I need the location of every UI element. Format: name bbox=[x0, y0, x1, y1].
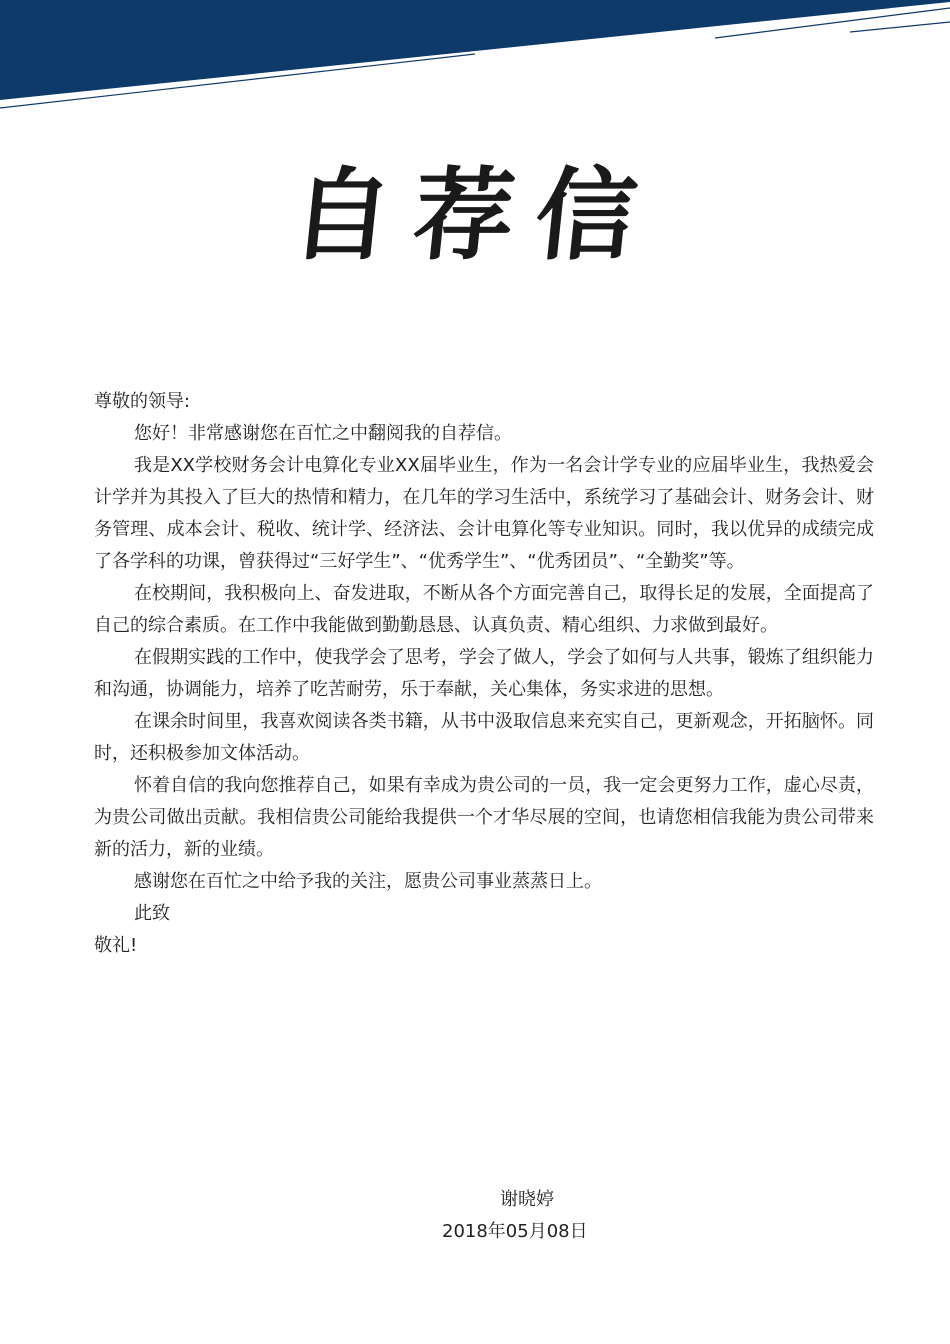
signer-name: 谢晓婷 bbox=[500, 1189, 554, 1210]
signature-block bbox=[0, 1184, 950, 1248]
paragraph-school-life: 在校期间，我积极向上、奋发进取，不断从各个方面完善自己，取得长足的发展，全面提高了自己的综合素质。在工作中我能做到勤勤恳恳、认真负责、精心组织、力求做到最好。 bbox=[94, 583, 874, 636]
paragraph-introduction: 我是XX学校财务会计电算化专业XX届毕业生，作为一名会计学专业的应届毕业生，我热爱会计学并为其投入了巨大的热情和精力，在几年的学习生活中，系统学习了基础会计、财务会计、财务管理、成本会计、税收、统计学、经济法、会计电算化等专业知识。同时，我以优异的成绩完成了各学科的功课，曾获得过“三好学生”、“优秀学生”、“优秀团员”、“全勤奖”等。 bbox=[94, 455, 874, 572]
paragraph-spare-time: 在课余时间里，我喜欢阅读各类书籍，从书中汲取信息来充实自己，更新观念，开拓脑怀。同时，还积极参加文体活动。 bbox=[94, 711, 874, 764]
letter-date: 2018年05月08日 bbox=[442, 1221, 588, 1242]
paragraph-recommendation: 怀着自信的我向您推荐自己，如果有幸成为贵公司的一员，我一定会更努力工作，虚心尽责，为贵公司做出贡献。我相信贵公司能给我提供一个才华尽展的空间，也请您相信我能为贵公司带来新的活力，新的业绩。 bbox=[94, 775, 874, 860]
banner-shape bbox=[0, 0, 950, 100]
paragraph-practice: 在假期实践的工作中，使我学会了思考，学会了做人，学会了如何与人共事，锻炼了组织能力和沟通，协调能力，培养了吃苦耐劳，乐于奉献，关心集体，务实求进的思想。 bbox=[94, 647, 874, 700]
header-banner bbox=[0, 0, 950, 120]
letter-body bbox=[94, 386, 874, 962]
paragraph-greeting: 您好！非常感谢您在百忙之中翻阅我的自荐信。 bbox=[134, 423, 512, 444]
closing-greeting: 此致 bbox=[134, 903, 170, 924]
paragraph-thanks: 感谢您在百忙之中给予我的关注，愿贵公司事业蒸蒸日上。 bbox=[134, 871, 602, 892]
page-title: 自荐信 bbox=[285, 156, 665, 274]
banner-line-right bbox=[850, 22, 950, 32]
closing-salute: 敬礼! bbox=[94, 935, 138, 956]
salutation: 尊敬的领导: bbox=[94, 391, 191, 412]
